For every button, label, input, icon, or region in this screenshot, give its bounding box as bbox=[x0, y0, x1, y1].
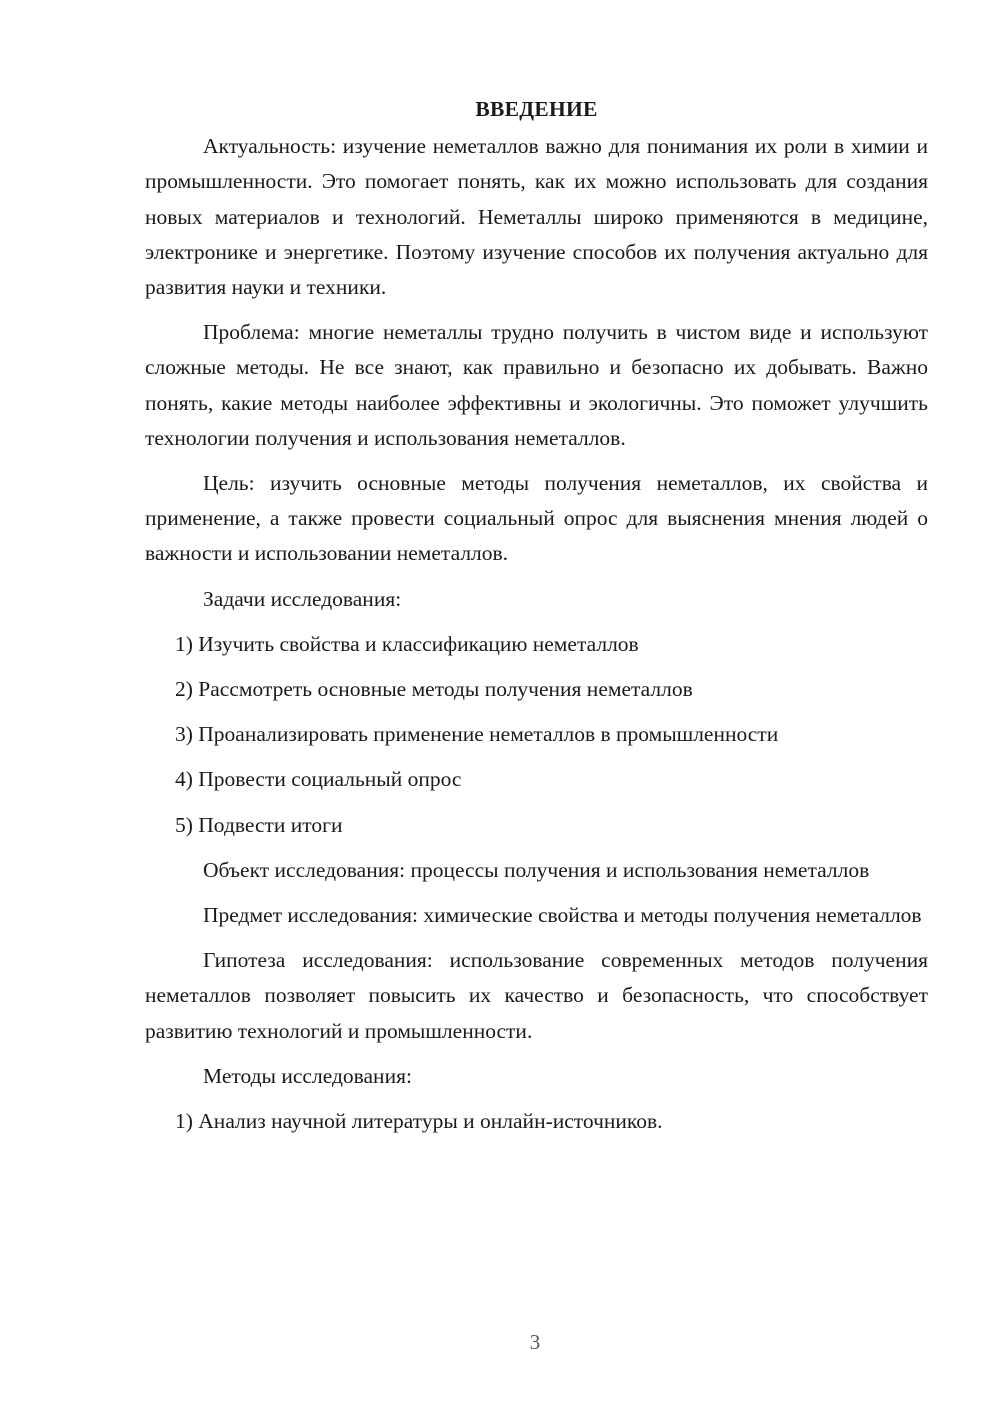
goal-paragraph: Цель: изучить основные методы получения неметаллов, их свойства и применение, а также провести социальный опрос для выяснения мнения людей о важности и использовании неметаллов. bbox=[145, 471, 928, 566]
list-item: 5) Подвести итоги bbox=[175, 812, 343, 837]
list-item: 4) Провести социальный опрос bbox=[175, 767, 462, 792]
relevance-paragraph: Актуальность: изучение неметаллов важно для понимания их роли в химии и промышленности. Это помогает понять, как их можно использовать для создания новых материалов и технологий. Неметаллы широко применяются в медицине, электронике и энергетике. Поэтому изучение способов их получения актуально для развития науки и техники. bbox=[145, 134, 928, 300]
list-item: 2) Рассмотреть основные методы получения неметаллов bbox=[175, 677, 693, 702]
list-item: 3) Проанализировать применение неметаллов в промышленности bbox=[175, 722, 779, 747]
methods-label: Методы исследования: bbox=[203, 1063, 412, 1088]
subject-paragraph: Предмет исследования: химические свойства и методы получения неметаллов bbox=[203, 903, 922, 928]
list-item: 1) Изучить свойства и классификацию неметаллов bbox=[175, 631, 639, 656]
section-heading: ВВЕДЕНИЕ bbox=[475, 97, 598, 121]
hypothesis-paragraph: Гипотеза исследования: использование современных методов получения неметаллов позволяет повысить их качество и безопасность, что способствует развитию технологий и промышленности. bbox=[145, 948, 928, 1043]
list-item: 1) Анализ научной литературы и онлайн-источников. bbox=[175, 1109, 663, 1134]
tasks-label: Задачи исследования: bbox=[203, 586, 402, 611]
object-paragraph: Объект исследования: процессы получения и использования неметаллов bbox=[203, 857, 870, 882]
problem-paragraph: Проблема: многие неметаллы трудно получить в чистом виде и используют сложные методы. Не все знают, как правильно и безопасно их добывать. Важно понять, какие методы наиболее эффективны и экологичны. Это поможет улучшить технологии получения и использования неметаллов. bbox=[145, 320, 928, 450]
document-page bbox=[145, 92, 928, 1149]
tasks-list bbox=[145, 627, 928, 843]
methods-list bbox=[145, 1104, 928, 1139]
page-number: 3 bbox=[529, 1330, 541, 1354]
